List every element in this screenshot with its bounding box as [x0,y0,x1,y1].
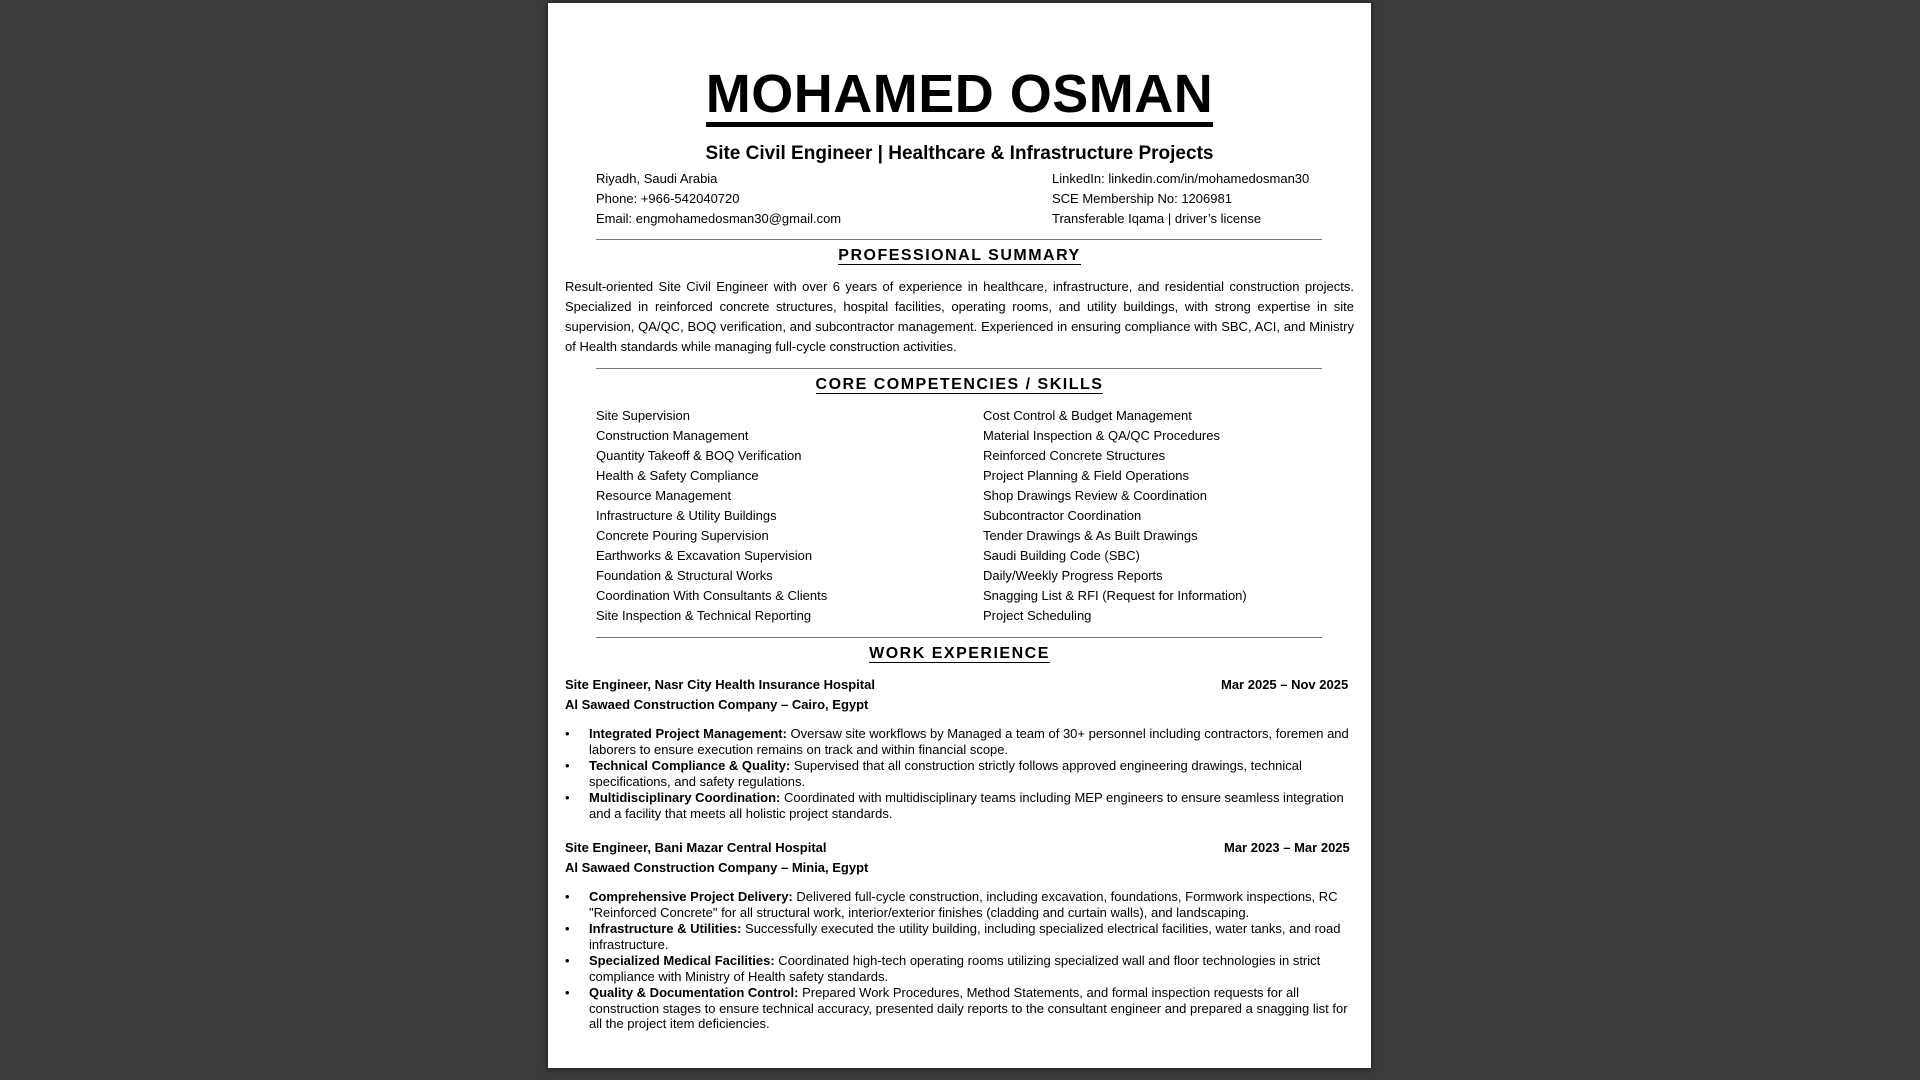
skill-item: Infrastructure & Utility Buildings [596,508,777,523]
bullet-label: Quality & Documentation Control: [589,985,799,1000]
skill-item: Subcontractor Coordination [983,508,1142,523]
location: Riyadh, Saudi Arabia [596,171,718,186]
resume-page [548,3,1371,1068]
bullet-text: Coordinated high-tech operating rooms utilizing specialized wall and floor technologies in strict compliance with Ministry of Health safety standards. [589,953,1321,984]
bullet-text: Successfully executed the utility building, including specialized electrical facilities, water tanks, and road infrastructure. [589,921,1341,952]
bullet-label: Multidisciplinary Coordination: [589,790,781,805]
linkedin: LinkedIn: linkedin.com/in/mohamedosman30 [1052,171,1310,186]
skill-item: Quantity Takeoff & BOQ Verification [596,448,802,463]
bullet-text: Oversaw site workflows by Managed a team of 30+ personnel including contractors, foremen and laborers to ensure execution remains on track and within financial scope. [589,726,1349,757]
divider [596,637,1322,638]
bullet-label: Comprehensive Project Delivery: [589,889,793,904]
job-title: Site Engineer, Nasr City Health Insurance Hospital [565,677,875,692]
bullet-dot: • [565,726,570,741]
skill-item: Project Scheduling [983,608,1092,623]
job-bullets [565,726,1355,822]
phone: Phone: +966-542040720 [596,191,740,206]
skill-item: Material Inspection & QA/QC Procedures [983,428,1220,443]
experience-heading: WORK EXPERIENCE [869,645,1050,662]
bullet-dot: • [565,758,570,773]
skill-item: Site Inspection & Technical Reporting [596,608,812,623]
skill-item: Cost Control & Budget Management [983,408,1192,423]
bullet-item [565,921,1355,952]
skill-item: Health & Safety Compliance [596,468,759,483]
bullet-dot: • [565,953,570,968]
bullet-dot: • [565,985,570,1000]
job-date: Mar 2025 – Nov 2025 [1221,677,1349,692]
skill-item: Coordination With Consultants & Clients [596,588,828,603]
job-company: Al Sawaed Construction Company – Cairo, Egypt [565,697,869,712]
bullet-label: Specialized Medical Facilities: [589,953,775,968]
summary-text: Result-oriented Site Civil Engineer with over 6 years of experience in healthcare, infrastructure, and residential construction projects. Specialized in reinforced concrete structures, hospital facilities, operating rooms, and utility buildings, with strong expertise in site supervision, QA/QC, BOQ verification, and subcontractor management. Experienced in ensuring compliance with SBC, ACI, and Ministry of Health standards while managing full-cycle construction activities. [565,279,1354,354]
contact-right [1052,169,1309,229]
skill-item: Resource Management [596,488,732,503]
headline: Site Civil Engineer | Healthcare & Infrastructure Projects [705,143,1214,164]
bullet-dot: • [565,889,570,904]
bullet-item [565,726,1355,757]
bullet-item [565,790,1355,821]
contact-left [596,169,841,229]
bullet-label: Infrastructure & Utilities: [589,921,742,936]
bullet-text: Prepared Work Procedures, Method Statements, and formal inspection requests for all construction stages to ensure technical accuracy, presented daily reports to the consultant engineer and prepared a snagging list for all the project item deficiencies. [589,985,1348,1031]
skill-item: Foundation & Structural Works [596,568,773,583]
job-bullets [565,889,1355,1033]
bullet-item [565,985,1355,1032]
skill-item: Shop Drawings Review & Coordination [983,488,1208,503]
bullet-text: Coordinated with multidisciplinary teams including MEP engineers to ensure seamless integration and a facility that meets all holistic project standards. [589,790,1344,821]
iqama-license: Transferable Iqama | driver’s license [1052,211,1262,226]
candidate-name: MOHAMED OSMAN [548,63,1371,127]
skill-item: Project Planning & Field Operations [983,468,1189,483]
skill-item: Earthworks & Excavation Supervision [596,548,813,563]
membership: SCE Membership No: 1206981 [1052,191,1232,206]
job-title: Site Engineer, Bani Mazar Central Hospital [565,840,827,855]
job-company: Al Sawaed Construction Company – Minia, Egypt [565,860,869,875]
skill-item: Tender Drawings & As Built Drawings [983,528,1198,543]
bullet-text: Delivered full-cycle construction, including excavation, foundations, Formwork inspections, RC "Reinforced Concrete" for all structural work, interior/exterior finishes (cladding and curtain walls), and landscaping. [589,889,1338,920]
bullet-dot: • [565,921,570,936]
summary-heading: PROFESSIONAL SUMMARY [838,247,1081,264]
skills-left-column [596,406,827,626]
skill-item: Reinforced Concrete Structures [983,448,1166,463]
skill-item: Concrete Pouring Supervision [596,528,769,543]
bullet-item [565,758,1355,789]
skills-right-column [983,406,1247,626]
bullet-item [565,889,1355,920]
bullet-label: Technical Compliance & Quality: [589,758,791,773]
divider [596,368,1322,369]
skill-item: Site Supervision [596,408,690,423]
bullet-item [565,953,1355,984]
bullet-text: Supervised that all construction strictly follows approved engineering drawings, technical specifications, and safety regulations. [589,758,1302,789]
skill-item: Saudi Building Code (SBC) [983,548,1140,563]
skill-item: Construction Management [596,428,749,443]
job-date: Mar 2023 – Mar 2025 [1224,840,1350,855]
divider [596,239,1322,240]
skills-heading: CORE COMPETENCIES / SKILLS [815,376,1104,393]
email: Email: engmohamedosman30@gmail.com [596,211,842,226]
bullet-label: Integrated Project Management: [589,726,787,741]
skill-item: Daily/Weekly Progress Reports [983,568,1163,583]
skill-item: Snagging List & RFI (Request for Information) [983,588,1247,603]
bullet-dot: • [565,790,570,805]
